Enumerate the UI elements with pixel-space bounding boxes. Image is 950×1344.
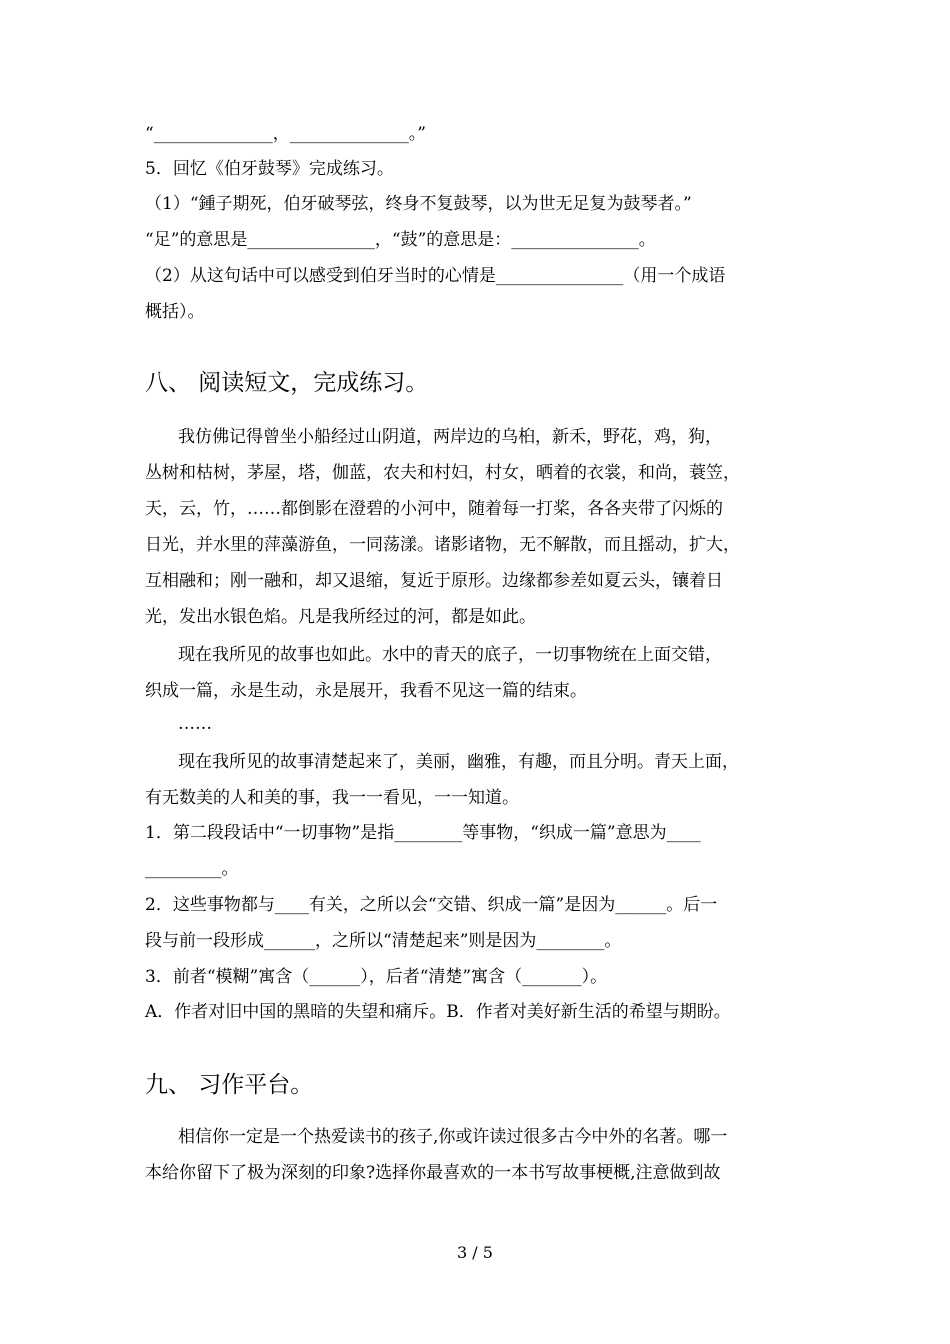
passage-paragraph-1-line: 我仿佛记得曾坐小船经过山阴道，两岸边的乌桕，新禾，野花，鸡，狗， (178, 427, 722, 447)
section-8-heading: 八、 阅读短文，完成练习。 (145, 370, 429, 396)
question-8-3: 3．前者“模糊”寓含（______），后者“清楚”寓含（_______）。 (145, 967, 608, 987)
question-5-1-text: （1）“鍾子期死，伯牙破琴弦，终身不复鼓琴，以为世无足复为鼓琴者。” (145, 194, 692, 214)
passage-paragraph-2-line: 现在我所见的故事也如此。水中的青天的底子，一切事物统在上面交错， (178, 645, 722, 665)
writing-prompt-line: 本给你留下了极为深刻的印象?选择你最喜欢的一本书写故事梗概,注意做到故 (145, 1163, 721, 1183)
question-5-title: 5．回忆《伯牙鼓琴》完成练习。 (145, 159, 394, 179)
question-5-2-text: （2）从这句话中可以感受到伯牙当时的心情是_______________（用一个成语 (145, 266, 726, 286)
question-8-1-continued: _________。 (145, 859, 239, 879)
question-8-1: 1．第二段段话中“一切事物”是指________等事物，“织成一篇”意思为____ (145, 823, 701, 843)
passage-paragraph-1-line: 日光，并水里的萍藻游鱼，一同荡漾。诸影诸物，无不解散，而且摇动，扩大， (145, 535, 740, 555)
passage-paragraph-3-line: 有无数美的人和美的事，我一一看见，一一知道。 (145, 788, 519, 808)
page-number: 3 / 5 (457, 1243, 493, 1262)
question-5-1-blanks: “足”的意思是_______________，“鼓”的意思是：_______________。 (145, 230, 656, 250)
quote-answer-line: “______________，______________。” (145, 124, 426, 144)
writing-prompt-line: 相信你一定是一个热爱读书的孩子,你或许读过很多古今中外的名著。哪一 (178, 1127, 728, 1147)
passage-paragraph-1-line: 互相融和；刚一融和，却又退缩，复近于原形。边缘都参差如夏云头，镶着日 (145, 571, 723, 591)
question-8-3-options: A．作者对旧中国的黑暗的失望和痛斥。B．作者对美好新生活的希望与期盼。 (145, 1002, 731, 1022)
passage-paragraph-1-line: 丛树和枯树，茅屋，塔，伽蓝，农夫和村妇，村女，晒着的衣裳，和尚，蓑笠， (145, 463, 740, 483)
passage-paragraph-1-line: 天，云，竹，……都倒影在澄碧的小河中，随着每一打桨，各各夹带了闪烁的 (145, 499, 723, 519)
passage-paragraph-2-line: 织成一篇，永是生动，永是展开，我看不见这一篇的结束。 (145, 681, 587, 701)
passage-ellipsis: …… (178, 714, 212, 734)
section-9-heading: 九、 习作平台。 (145, 1072, 314, 1098)
question-8-2: 2．这些事物都与____有关，之所以会“交错、织成一篇”是因为______。后一 (145, 895, 718, 915)
question-8-2-continued: 段与前一段形成______，之所以“清楚起来”则是因为________。 (145, 931, 622, 951)
question-5-2-continued: 概括）。 (145, 302, 205, 322)
passage-paragraph-3-line: 现在我所见的故事清楚起来了，美丽，幽雅，有趣，而且分明。青天上面， (178, 752, 739, 772)
passage-paragraph-1-line: 光，发出水银色焰。凡是我所经过的河，都是如此。 (145, 607, 536, 627)
